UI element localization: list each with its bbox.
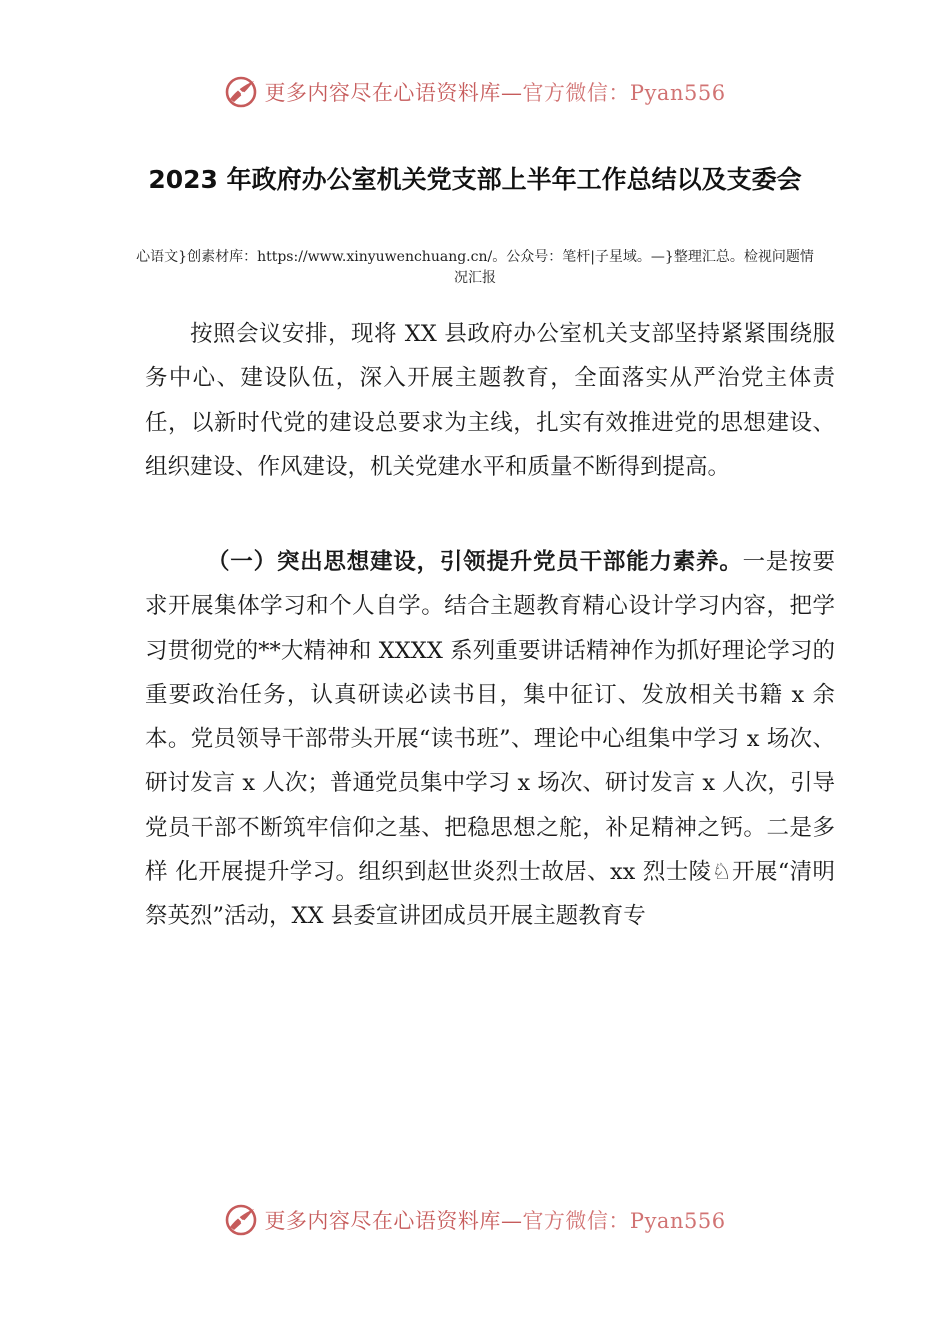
banner-main-text: 更多内容尽在心语资料库: [264, 1209, 501, 1233]
banner-separator: —: [500, 1209, 523, 1233]
body-paragraph-2: [145, 540, 835, 939]
banner-separator: —: [500, 81, 523, 105]
document-subtitle: 心语文}创素材库：https://www.xinyuwenchuang.cn/。公众号：笔杆|子星域。—}整理汇总。检视问题情况汇报: [136, 249, 814, 286]
footer-banner: [0, 1198, 950, 1242]
pen-nib-logo-icon: [224, 75, 258, 109]
banner-text: [264, 77, 725, 107]
banner-main-text: 更多内容尽在心语资料库: [264, 81, 501, 105]
body-paragraph-1: 按照会议安排，现将 XX 县政府办公室机关支部坚持紧紧围绕服务中心、建设队伍，深入开展主题教育，全面落实从严治党主体责任，以新时代党的建设总要求为主线，扎实有效推进党的思想建设、组织建设、作风建设，机关党建水平和质量不断得到提高。: [145, 321, 835, 480]
banner-wechat-text: 官方微信：Pyan556: [522, 1209, 726, 1233]
banner-text: [264, 1205, 725, 1235]
document-title: 2023 年政府办公室机关党支部上半年工作总结以及支委会: [148, 165, 802, 194]
section-heading: （一）突出思想建设，引领提升党员干部能力素养。: [207, 549, 743, 575]
section-body: 一是按要求开展集体学习和个人自学。结合主题教育精心设计学习内容，把学习贯彻党的**大精神和 XXXX 系列重要讲话精神作为抓好理论学习的重要政治任务，认真研读必读书目，集中征订、发放相关书籍 x 余本。党员领导干部带头开展“读书班”、理论中心组集中学习 x 场次、研讨发言 x 人次；普通党员集中学习 x 场次、研讨发言 x 人次，引导党员干部不断筑牢信仰之基、把稳思想之舵，补足精神之钙。二是多样 化开展提升学习。组织到赵世炎烈士故居、xx 烈士陵♘开展“清明祭英烈”活动，XX 县委宣讲团成员开展主题教育专: [145, 549, 836, 930]
pen-nib-logo-icon: [224, 1203, 258, 1237]
header-banner: [0, 70, 950, 114]
banner-wechat-text: 官方微信：Pyan556: [522, 81, 726, 105]
